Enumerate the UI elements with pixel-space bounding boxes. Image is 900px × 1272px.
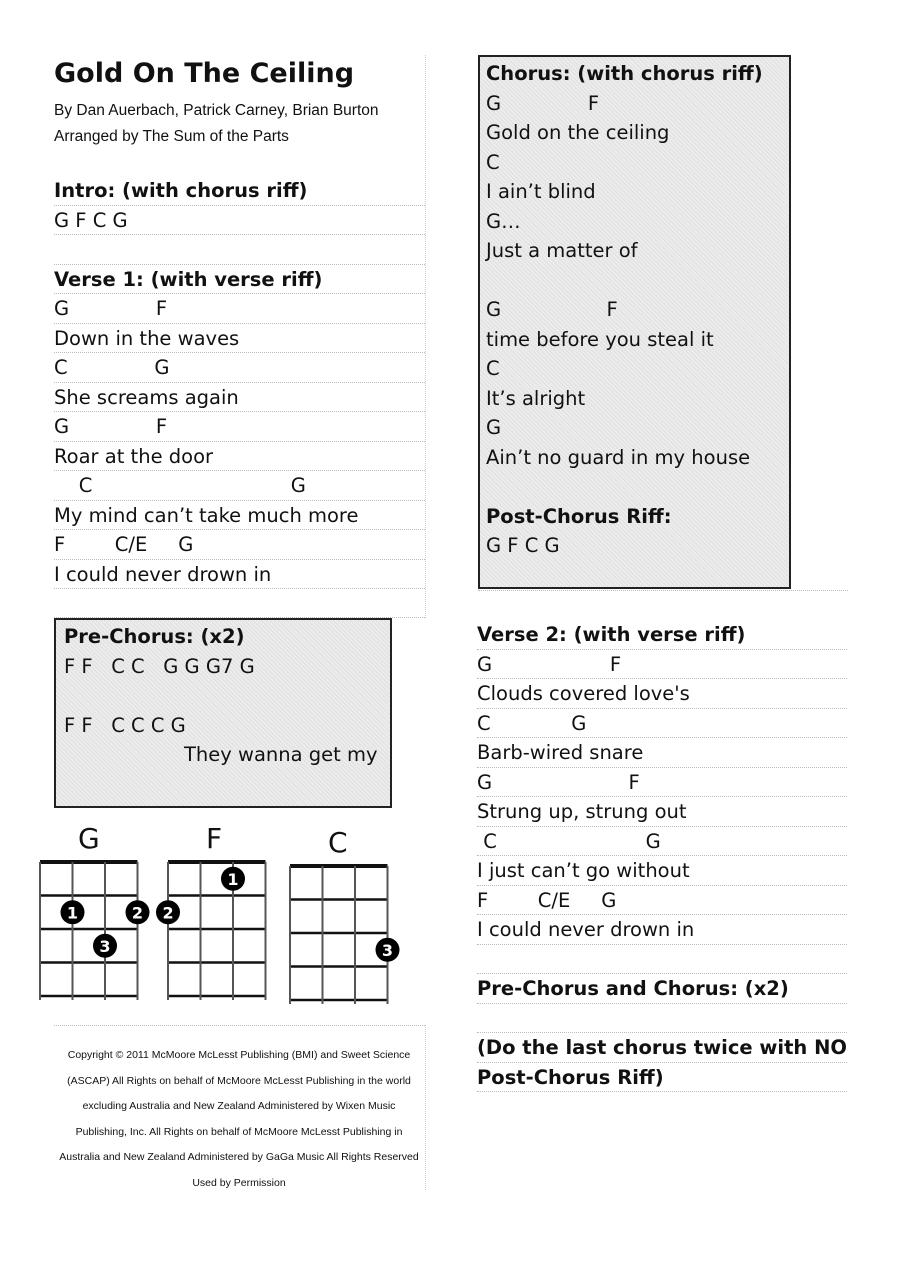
song-line: Barb-wired snare (477, 741, 644, 764)
copyright-top-rule (54, 1025, 425, 1026)
song-line: She screams again (54, 385, 239, 409)
copyright-line: (ASCAP) All Rights on behalf of McMoore McLesst Publishing in the world (67, 1074, 411, 1087)
song-line: C G (477, 829, 661, 853)
song-line: G F (54, 297, 168, 320)
song-line: G F C G (54, 208, 128, 232)
line-rule (477, 1091, 847, 1092)
song-line: I could never drown in (54, 562, 272, 586)
pre-chorus-chords-1: F F C C G G G7 G (64, 655, 255, 678)
chord-name: C (328, 826, 348, 859)
pre-chorus-chords-2: F F C C C G (64, 714, 186, 737)
section-heading: (Do the last chorus twice with NO (477, 1036, 847, 1059)
song-title: Gold On The Ceiling (54, 58, 355, 89)
section-heading: Verse 2: (with verse riff) (477, 623, 746, 646)
song-line: I could never drown in (477, 918, 695, 941)
chorus-box (478, 55, 791, 589)
pre-chorus-heading: Pre-Chorus: (x2) (64, 625, 245, 648)
section-heading: Post-Chorus Riff: (486, 504, 672, 528)
song-line: C G (54, 356, 170, 379)
finger-number: 3 (99, 936, 111, 956)
chord-diagram (36, 860, 144, 1002)
section-heading: Pre-Chorus and Chorus: (x2) (477, 977, 789, 1000)
song-line: Strung up, strung out (477, 800, 687, 823)
song-line: Gold on the ceiling (486, 121, 670, 144)
song-line: Roar at the door (54, 444, 214, 468)
section-heading: Verse 1: (with verse riff) (54, 267, 323, 291)
song-line: G F (477, 770, 640, 794)
finger-number: 1 (227, 869, 239, 889)
finger-number: 2 (131, 903, 144, 923)
song-line: My mind can’t take much more (54, 503, 359, 527)
song-line: G… (486, 209, 521, 233)
chord-diagram (286, 864, 394, 1006)
song-line: Ain’t no guard in my house (486, 445, 751, 469)
authors-line: By Dan Auerbach, Patrick Carney, Brian Burton (54, 102, 379, 119)
song-line: I just can’t go without (477, 859, 690, 882)
song-line: G F C G (486, 534, 560, 557)
song-line: Down in the waves (54, 326, 240, 350)
copyright-line: Australia and New Zealand Administered by GaGa Music All Rights Reserved (59, 1151, 419, 1163)
pre-chorus-box (54, 618, 392, 808)
song-line: G F (54, 415, 168, 438)
copyright-line: Used by Permission (192, 1176, 286, 1189)
left-column-divider (425, 55, 426, 618)
chord-name: G (78, 822, 100, 855)
line-rule (477, 944, 847, 945)
section-heading: Chorus: (with chorus riff) (486, 62, 763, 85)
finger-number: 1 (66, 903, 79, 923)
finger-number: 2 (162, 903, 174, 923)
song-line: C G (477, 711, 587, 735)
line-rule (54, 588, 425, 589)
copyright-divider (425, 1025, 426, 1190)
copyright-notice (54, 1043, 424, 1196)
song-line: F C/E G (477, 888, 617, 912)
pre-chorus-lyric: They wanna get my (184, 743, 378, 766)
line-rule (54, 234, 425, 235)
section-heading: Intro: (with chorus riff) (54, 179, 308, 202)
chorus-end-rule (478, 590, 848, 591)
line-rule (477, 1003, 847, 1004)
song-line: G F (486, 91, 600, 115)
copyright-line: Copyright © 2011 McMoore McLesst Publishing (BMI) and Sweet Science (67, 1049, 411, 1061)
chord-diagram (164, 860, 272, 1002)
song-line: It’s alright (486, 386, 586, 410)
song-line: G F (477, 652, 622, 676)
finger-number: 3 (381, 940, 394, 960)
section-heading: Post-Chorus Riff) (477, 1065, 664, 1089)
song-line: Just a matter of (486, 239, 638, 262)
song-line: C (486, 357, 500, 380)
chord-name: F (206, 822, 223, 855)
song-line: Clouds covered love's (477, 682, 690, 705)
song-line: C (486, 150, 500, 174)
song-line: F C/E G (54, 533, 194, 556)
song-line: C G (54, 474, 306, 497)
song-line: time before you steal it (486, 327, 714, 351)
song-line: I ain’t blind (486, 180, 596, 203)
song-line: G (486, 416, 502, 439)
arranger-line: Arranged by The Sum of the Parts (54, 128, 289, 145)
copyright-line: Publishing, Inc. All Rights on behalf of McMoore McLesst Publishing in (75, 1125, 403, 1138)
copyright-line: excluding Australia and New Zealand Administered by Wixen Music (82, 1100, 396, 1112)
song-line: G F (486, 298, 618, 321)
